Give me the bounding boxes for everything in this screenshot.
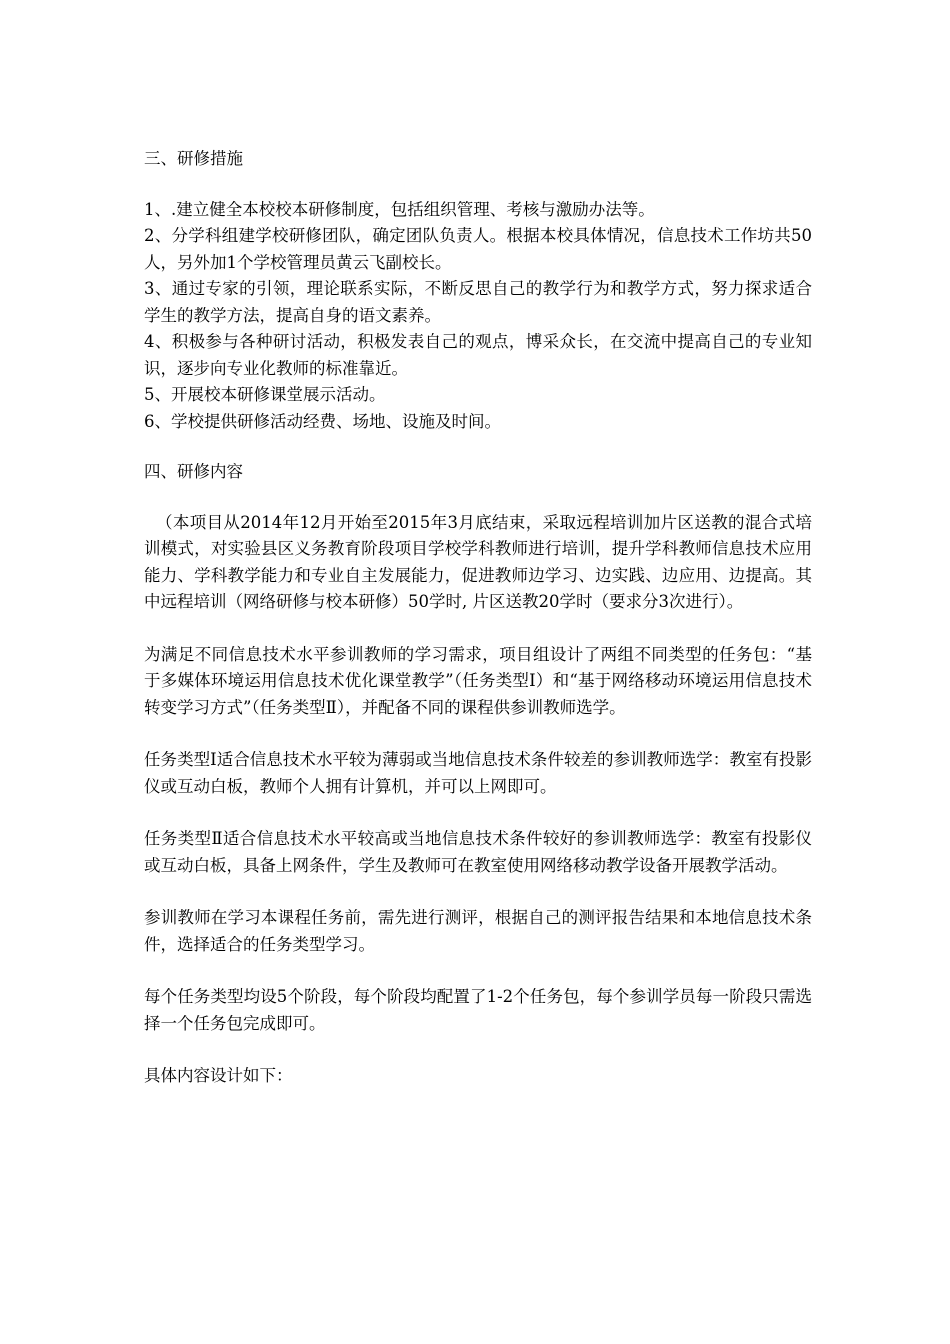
measure-item-6: 6、学校提供研修活动经费、场地、设施及时间。: [144, 411, 501, 431]
measure-item-2: 2、分学科组建学校研修团队，确定团队负责人。根据本校具体情况，信息技术工作坊共50人，另外加1个学校管理员黄云飞副校长。: [144, 226, 812, 272]
section-4-heading: 四、研修内容: [144, 462, 243, 481]
content-paragraph-task-type-2: 任务类型Ⅱ适合信息技术水平较高或当地信息技术条件较好的参训教师选学：教室有投影仪或互动白板，具备上网条件，学生及教师可在教室使用网络移动教学设备开展教学活动。: [144, 829, 812, 875]
content-paragraph-task-packages: 为满足不同信息技术水平参训教师的学习需求，项目组设计了两组不同类型的任务包：“基于多媒体环境运用信息技术优化课堂教学”（任务类型Ⅰ）和“基于网络移动环境运用信息技术转变学习方式”（任务类型Ⅱ），并配备不同的课程供参训教师选学。: [144, 644, 812, 717]
measure-item-1: 1、.建立健全本校校本研修制度，包括组织管理、考核与激励办法等。: [144, 199, 655, 219]
content-paragraph-assessment: 参训教师在学习本课程任务前，需先进行测评，根据自己的测评报告结果和本地信息技术条件，选择适合的任务类型学习。: [144, 908, 812, 954]
measure-item-4: 4、积极参与各种研讨活动，积极发表自己的观点，博采众长，在交流中提高自己的专业知识，逐步向专业化教师的标准靠近。: [144, 332, 812, 378]
content-paragraph-overview: （本项目从2014年12月开始至2015年3月底结束，采取远程培训加片区送教的混合式培训模式，对实验县区义务教育阶段项目学校学科教师进行培训，提升学科教师信息技术应用能力、学科教学能力和专业自主发展能力，促进教师边学习、边实践、边应用、边提高。其中远程培训（网络研修与校本研修）50学时, 片区送教20学时（要求分3次进行）。: [144, 512, 812, 611]
measure-item-3: 3、通过专家的引领，理论联系实际，不断反思自己的教学行为和教学方式，努力探求适合学生的教学方法，提高自身的语文素养。: [144, 279, 812, 325]
document-page: [144, 146, 812, 1090]
section-3-heading: 三、研修措施: [144, 149, 243, 168]
content-paragraph-stages: 每个任务类型均设5个阶段，每个阶段均配置了1-2个任务包，每个参训学员每一阶段只需选择一个任务包完成即可。: [144, 987, 812, 1033]
content-paragraph-task-type-1: 任务类型Ⅰ适合信息技术水平较为薄弱或当地信息技术条件较差的参训教师选学：教室有投影仪或互动白板，教师个人拥有计算机，并可以上网即可。: [144, 750, 812, 796]
content-paragraph-design-intro: 具体内容设计如下：: [144, 1066, 293, 1085]
measure-item-5: 5、开展校本研修课堂展示活动。: [144, 385, 386, 404]
